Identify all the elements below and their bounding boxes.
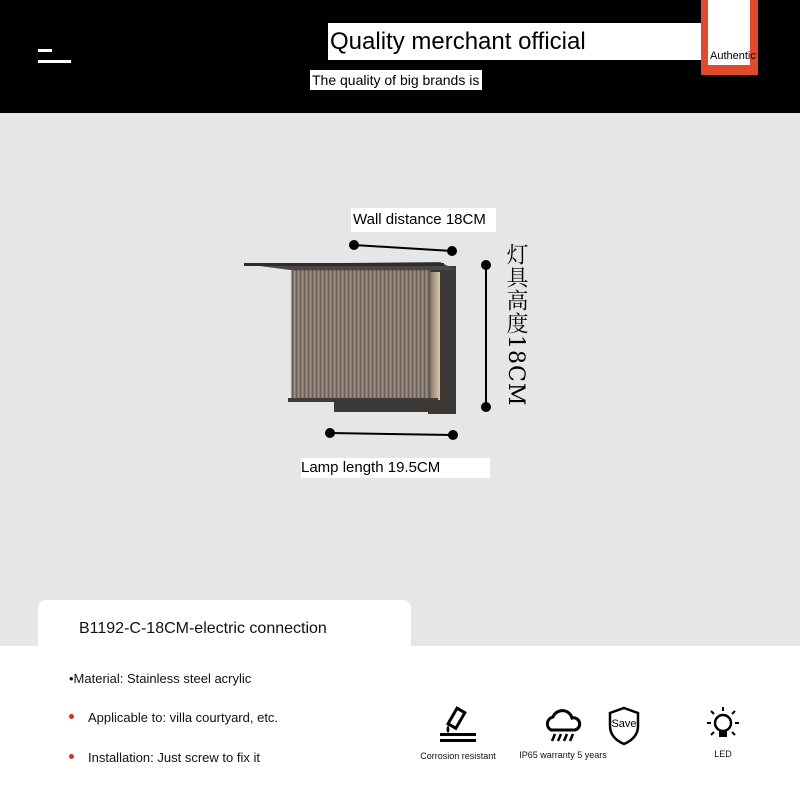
page-subtitle: The quality of big brands is [310,70,482,90]
feature-corrosion-label: Corrosion resistant [420,751,496,761]
corrosion-icon [438,705,478,745]
authentic-badge-label: Authentic [710,50,756,62]
spec-material-text: •Material: Stainless steel acrylic [69,671,252,686]
bulb-icon [703,705,743,745]
bullet-icon [69,754,74,759]
lamp-illustration [240,236,500,446]
feature-led-label: LED [714,749,732,759]
wall-distance-end-dot [447,246,457,256]
spec-applicable-text: Applicable to: villa courtyard, etc. [88,710,279,725]
lamp-length-label: Lamp length 19.5CM [301,458,490,478]
feature-ip65 [508,708,618,760]
page-title: Quality merchant official [328,23,750,60]
spec-installation [69,750,260,765]
feature-ip65-label: IP65 warranty 5 years [519,750,607,760]
wall-distance-label: Wall distance 18CM [351,208,496,232]
feature-save-label: Save [611,718,637,730]
spec-installation-text: Installation: Just screw to fix it [88,750,260,765]
spec-material [69,671,251,686]
menu-icon[interactable] [38,49,72,65]
bullet-icon [69,714,74,719]
lamp-height-label: 灯具高度18CM [503,243,528,407]
feature-save [604,706,644,746]
feature-corrosion [410,705,506,761]
spec-applicable [69,710,278,725]
rain-cloud-icon [543,708,583,744]
feature-led [700,705,746,759]
wall-distance-start-dot [349,240,359,250]
model-name: B1192-C-18CM-electric connection [79,620,327,637]
